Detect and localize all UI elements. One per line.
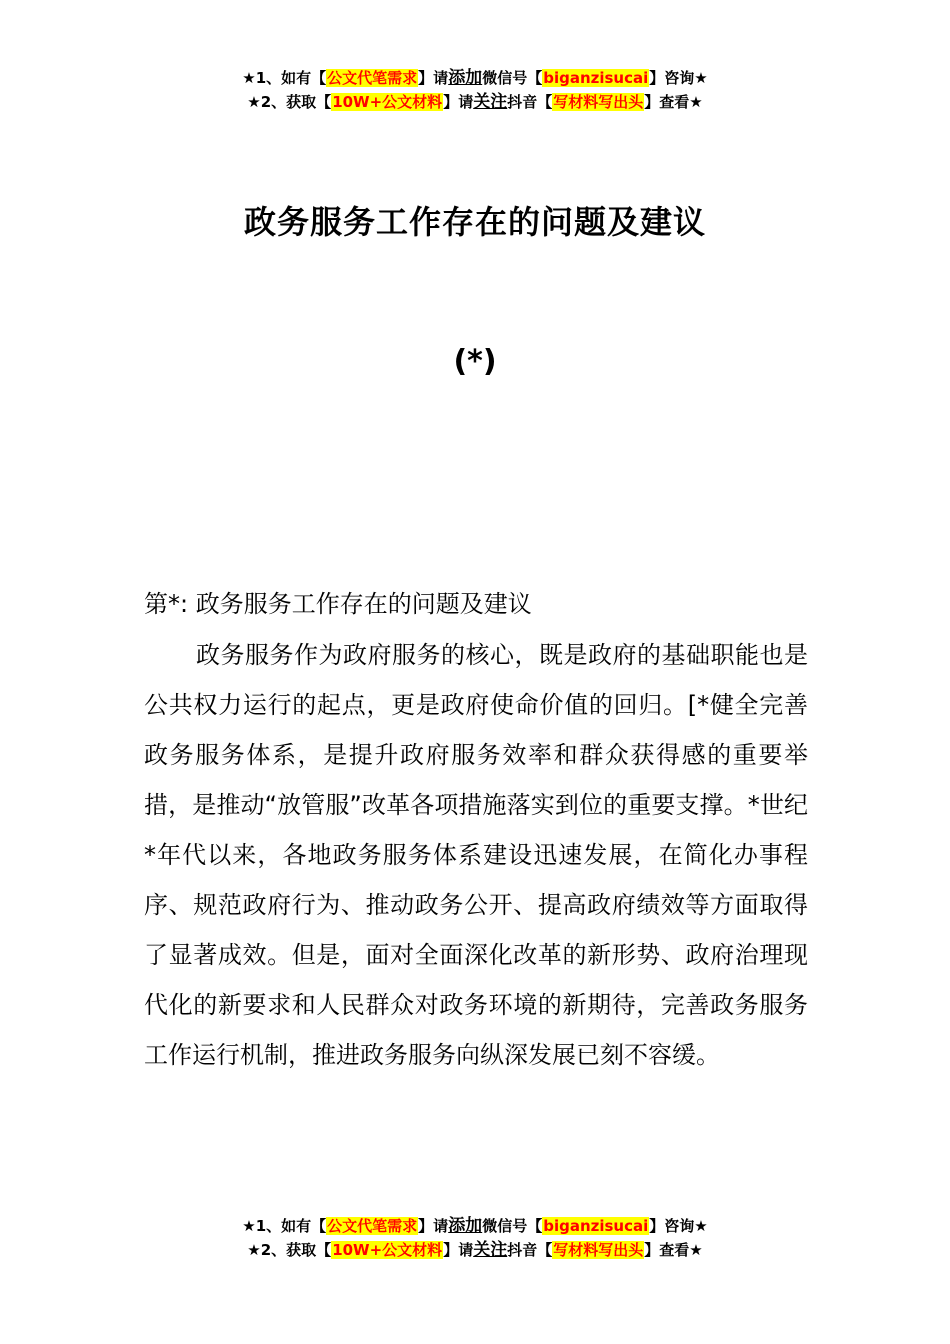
promo-wechat-id: biganzisucai	[543, 1217, 649, 1235]
promo-highlight: 公文代笔需求	[327, 69, 418, 87]
promo-banner-bottom	[0, 1214, 950, 1262]
promo-underlined: 添加	[448, 68, 483, 88]
promo-douyin-id: 写材料写出头	[553, 1241, 644, 1259]
promo-text: 抖音【	[507, 1241, 553, 1259]
promo-text: 】请	[443, 93, 474, 111]
promo-underlined: 添加	[448, 1216, 483, 1236]
promo-text: 】咨询★	[649, 69, 708, 87]
promo-line-1	[0, 1214, 950, 1238]
section-heading: 第*: 政务服务工作存在的问题及建议	[144, 590, 532, 618]
promo-text: 】咨询★	[649, 1217, 708, 1235]
promo-douyin-id: 写材料写出头	[553, 93, 644, 111]
promo-text: ★2、获取【	[247, 93, 332, 111]
promo-text: 抖音【	[507, 93, 553, 111]
promo-text: 】查看★	[644, 93, 703, 111]
promo-text: ★1、如有【	[242, 1217, 327, 1235]
promo-underlined: 关注	[473, 1240, 508, 1260]
promo-text: ★1、如有【	[242, 69, 327, 87]
promo-line-2	[0, 90, 950, 114]
promo-highlight: 公文代笔需求	[327, 1217, 418, 1235]
body-paragraph: 政务服务作为政府服务的核心，既是政府的基础职能也是公共权力运行的起点，更是政府使命价值的回归。[*健全完善政务服务体系，是提升政府服务效率和群众获得感的重要举措，是推动“放管服”改革各项措施落实到位的重要支撑。*世纪*年代以来，各地政务服务体系建设迅速发展，在简化办事程序、规范政府行为、推动政务公开、提高政府绩效等方面取得了显著成效。但是，面对全面深化改革的新形势、政府治理现代化的新要求和人民群众对政务环境的新期待，完善政务服务工作运行机制，推进政务服务向纵深发展已刻不容缓。	[144, 641, 808, 1069]
promo-text: 】请	[418, 69, 449, 87]
promo-wechat-id: biganzisucai	[543, 69, 649, 87]
page-subtitle: (*)	[453, 344, 497, 379]
promo-text: 】查看★	[644, 1241, 703, 1259]
promo-underlined: 关注	[473, 92, 508, 112]
promo-line-2	[0, 1238, 950, 1262]
promo-text: 】请	[443, 1241, 474, 1259]
promo-text: 】请	[418, 1217, 449, 1235]
promo-line-1	[0, 66, 950, 90]
promo-text: ★2、获取【	[247, 1241, 332, 1259]
promo-banner-top	[0, 66, 950, 114]
page-title: 政务服务工作存在的问题及建议	[243, 203, 706, 241]
promo-highlight: 10W+公文材料	[332, 93, 443, 111]
promo-text: 微信号【	[482, 69, 543, 87]
document-body	[144, 583, 808, 1080]
promo-highlight: 10W+公文材料	[332, 1241, 443, 1259]
promo-text: 微信号【	[482, 1217, 543, 1235]
